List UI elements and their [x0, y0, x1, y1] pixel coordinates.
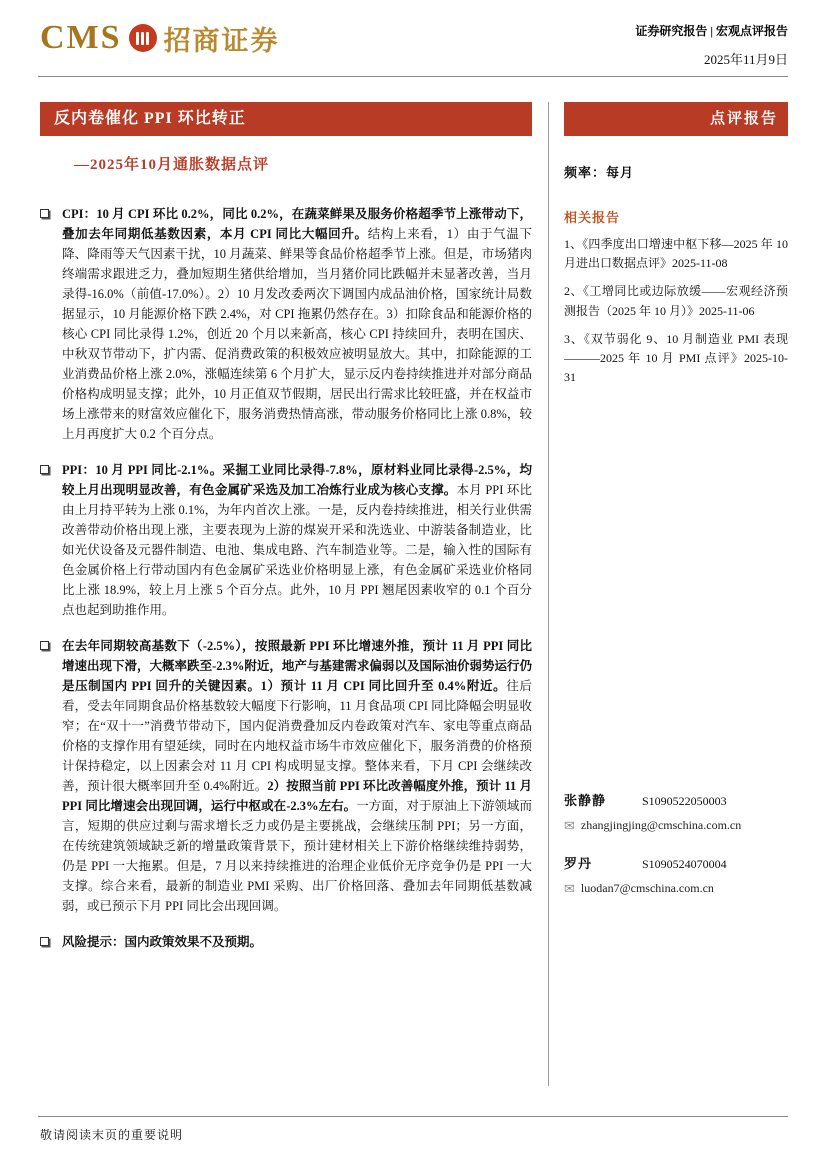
- related-reports-title: 相关报告: [564, 210, 621, 225]
- report-body: [40, 204, 532, 952]
- paragraph-lead: 在去年同期较高基数下（-2.5%），按照最新 PPI 环比增速外推，预计 11 月 PPI 同比增速出现下滑，大概率跌至-2.3%附近，地产与基建需求偏弱以及国际油价弱势运行仍是压制国内 PPI 回升的关键因素。1）预计 11 月 CPI 同比回升至 0.4%附近。: [62, 639, 532, 693]
- analyst-email-row: [564, 881, 788, 896]
- paragraph-body: 结构上来看，1）由于气温下降、降雨等天气因素干扰，10 月蔬菜、鲜果等食品价格超季节上涨。但是，市场猪肉终端需求跟进乏力，叠加短期生猪供给增加，当月猪价同比跌幅并未显著改善，当月录得-16.0%（前值-17.0%）。2）10 月发改委两次下调国内成品油价格，国家统计局数据显示，10 月能源价格下跌 2.4%，对 CPI 拖累仍然存在。3）扣除食品和能源价格的核心 CPI 同比录得 1.2%，创近 20 个月以来新高，核心 CPI 持续回升，表明在国庆、中秋双节带动下，扩内需、促消费政策的积极效应被明显放大。其中，扣除能源的工业消费品价格上涨 2.0%，涨幅连续第 6 个月扩大，显示反内卷持续推进并对部分商品价格构成明显支撑；此外，10 月正值双节假期，居民出行需求比较旺盛，并在权益市场上涨带来的财富效应催化下，服务消费热情高涨，带动服务价格同比上涨 0.8%，较上月再度扩大 0.2 个百分点。: [62, 227, 532, 441]
- page-header: [40, 18, 788, 70]
- frequency-label: 频率：每月: [564, 165, 635, 180]
- paragraph-risk: [40, 932, 532, 952]
- bullet-square-icon: [40, 641, 49, 650]
- bullet-square-icon: [40, 209, 49, 218]
- analyst-name: 罗丹: [564, 856, 593, 871]
- main-column: [40, 102, 532, 968]
- footer-divider: [38, 1116, 788, 1117]
- envelope-icon: ✉: [564, 881, 575, 896]
- paragraph-body: 往后看，受去年同期食品价格基数较大幅度下行影响，11 月食品项 CPI 同比降幅会明显收窄；在“双十一”消费节带动下，国内促消费叠加反内卷政策对汽车、家电等重点商品价格的支撑作用有望延续，同时在内地权益市场牛市效应催化下，服务消费的价格预计保持稳定，以上因素会对 11 月 CPI 构成明显支撑。整体来看，下月 CPI 会继续改善，预计很大概率回升至 0.4%附近。: [62, 679, 532, 793]
- paragraph-text: [62, 636, 532, 916]
- paragraph-outlook: [40, 636, 532, 916]
- analyst-cert-number: S1090522050003: [642, 794, 727, 808]
- header-divider: [38, 76, 788, 77]
- header-meta: [635, 18, 788, 68]
- paragraph-lead: PPI：10 月 PPI 同比-2.1%。采掘工业同比录得-7.8%，原材料业同比录得-2.5%，均较上月出现明显改善，有色金属矿采选及加工冶炼行业成为核心支撑。: [62, 463, 532, 497]
- related-report-item: 1、《四季度出口增速中枢下移—2025 年 10 月进出口数据点评》2025-11-08: [564, 237, 788, 271]
- paragraph-lead: CPI：10 月 CPI 环比 0.2%，同比 0.2%，在蔬菜鲜果及服务价格超季节上涨带动下，叠加去年同期低基数因素，本月 CPI 同比大幅回升。: [62, 207, 532, 241]
- report-date: 2025年11月9日: [703, 52, 788, 67]
- cms-logo-icon: [129, 24, 157, 52]
- column-divider: [548, 102, 549, 1086]
- paragraph-text: [62, 204, 532, 444]
- cms-logo: [40, 18, 280, 58]
- analyst-email[interactable]: zhangjingjing@cmschina.com.cn: [580, 818, 742, 832]
- paragraph-cpi: [40, 204, 532, 444]
- analyst-email[interactable]: luodan7@cmschina.com.cn: [580, 881, 714, 895]
- bullet-square-icon: [40, 937, 49, 946]
- footer-disclaimer: 敬请阅读末页的重要说明: [40, 1128, 184, 1142]
- sidebar: [564, 102, 788, 896]
- cms-logo-chinese: 招商证券: [163, 25, 280, 56]
- bullet-square-icon: [40, 465, 49, 474]
- report-type-label: 证券研究报告 | 宏观点评报告: [635, 24, 788, 38]
- related-report-item: 2、《工增同比或边际放缓——宏观经济预测报告（2025 年 10 月）》2025-11-06: [564, 284, 788, 318]
- risk-text: [62, 932, 532, 952]
- analyst-email-row: [564, 818, 788, 833]
- analyst-entry: [564, 790, 788, 833]
- related-report-item: 3、《双节弱化 9、10 月制造业 PMI 表现———2025 年 10 月 PMI 点评》2025-10-31: [564, 331, 788, 385]
- report-subtitle: —2025年10月通胀数据点评: [74, 157, 270, 173]
- analyst-cert-number: S1090524070004: [642, 857, 727, 871]
- paragraph-ppi: [40, 460, 532, 620]
- report-title-banner: 反内卷催化 PPI 环比转正: [40, 102, 532, 136]
- paragraph-lead-2: 2）按照当前 PPI 环比改善幅度外推，预计 11 月 PPI 同比增速会出现回调，运行中枢或在-2.3%左右。: [62, 779, 532, 813]
- envelope-icon: ✉: [564, 818, 575, 833]
- analyst-entry: [564, 853, 788, 896]
- paragraph-text: [62, 460, 532, 620]
- analyst-name-row: [564, 790, 788, 809]
- analyst-block: [564, 790, 788, 916]
- report-category-badge: 点评报告: [564, 102, 788, 136]
- analyst-name: 张静静: [564, 793, 607, 808]
- paragraph-body: 本月 PPI 环比由上月持平转为上涨 0.1%，为年内首次上涨。一是，反内卷持续推进，相关行业供需改善带动价格出现上涨，主要表现为上游的煤炭开采和洗选业、中游装备制造业，比如光伏设备及元器件制造、电池、集成电路、汽车制造业等。二是，输入性的国际有色金属价格上行带动国内有色金属矿采选业价格明显上涨，有色金属矿采选业价格同比上涨 18.9%，较上月上涨 5 个百分点。此外，10 月 PPI 翘尾因素收窄的 0.1 个百分点也起到助推作用。: [62, 483, 532, 617]
- cms-logo-text: CMS: [40, 19, 122, 56]
- paragraph-body-2: 一方面，对于原油上下游领域而言，短期的供应过剩与需求增长乏力或仍是主要挑战，会继续压制 PPI；另一方面，在传统建筑领域缺乏新的增量政策背景下，预计建材相关上下游价格继续维持弱势，仍是 PPI 一大拖累。但是，7 月以来持续推进的治理企业低价无序竞争仍是 PPI 一大支撑。综合来看，最新的制造业 PMI 采购、出厂价格回落、叠加去年同期低基数减弱，或已预示下月 PPI 同比会出现回调。: [62, 799, 532, 913]
- analyst-name-row: [564, 853, 788, 872]
- risk-label: 风险提示：国内政策效果不及预期。: [62, 935, 263, 949]
